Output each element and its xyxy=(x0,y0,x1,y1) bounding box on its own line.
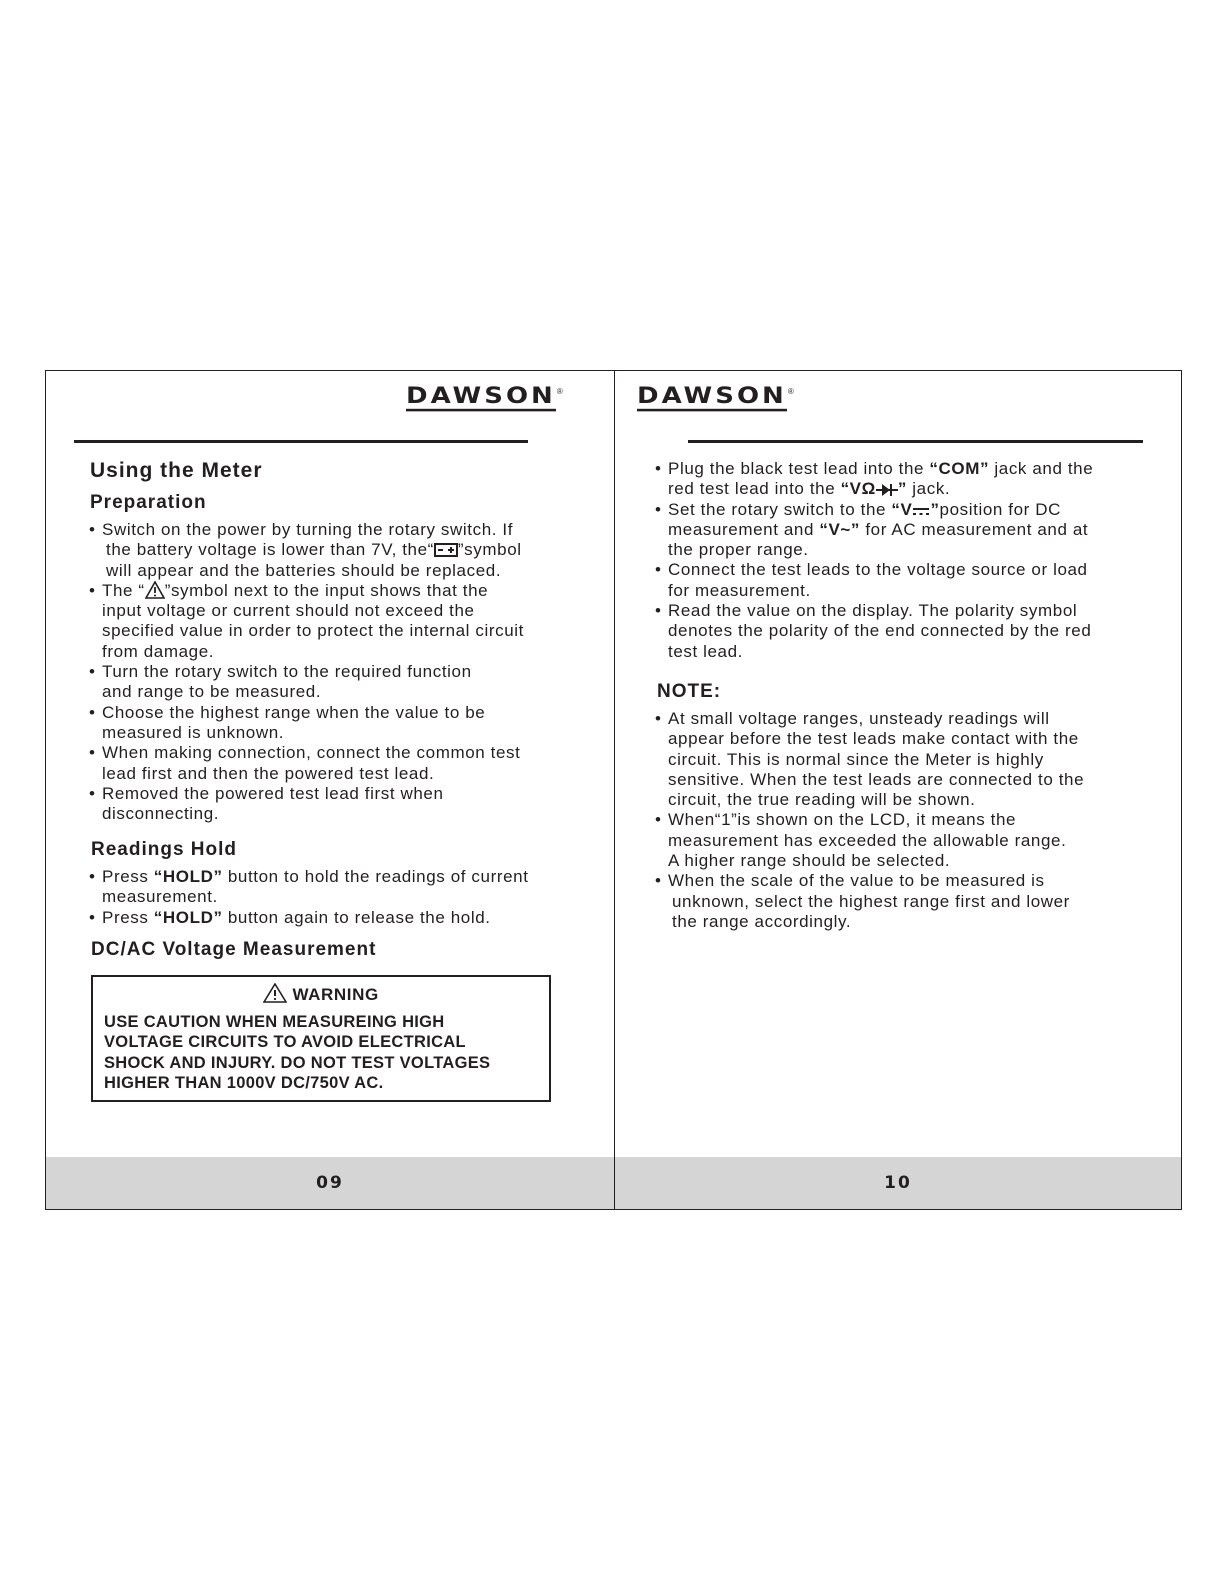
manual-spread xyxy=(45,370,1182,1210)
section-heading-readings-hold: Readings Hold xyxy=(91,839,238,860)
brand-name: DAWSON xyxy=(637,385,787,411)
dc-symbol-icon xyxy=(912,504,930,518)
list-item: • The “ ”symbol next to the input shows that the input voltage or current should not exceed the specified value in order to protect the internal circuit from damage. xyxy=(89,581,589,662)
registered-mark: ® xyxy=(556,387,563,396)
registered-mark: ® xyxy=(787,387,794,396)
measurement-steps-list xyxy=(655,459,1175,662)
page-09 xyxy=(46,371,615,1209)
list-item: • At small voltage ranges, unsteady readings will appear before the test leads make contact with the circuit. This is normal since the Meter is highly sensitive. When the test leads are connected to the circuit, the true reading will be shown. xyxy=(655,709,1175,810)
list-item: • Set the rotary switch to the “V ”position for DC measurement and “V~” for AC measurement and at the proper range. xyxy=(655,500,1175,561)
list-item: • Read the value on the display. The polarity symbol denotes the polarity of the end connected by the red test lead. xyxy=(655,601,1175,662)
header-rule xyxy=(688,440,1143,443)
warning-box xyxy=(91,975,551,1102)
page-number: 10 xyxy=(884,1173,912,1193)
list-item: • When“1”is shown on the LCD, it means the measurement has exceeded the allowable range. A higher range should be selected. xyxy=(655,810,1175,871)
warning-text: USE CAUTION WHEN MEASUREING HIGH VOLTAGE CIRCUITS TO AVOID ELECTRICAL SHOCK AND INJURY. DO NOT TEST VOLTAGES HIGHER THAN 1000V DC/750V AC. xyxy=(104,1013,491,1092)
list-item: • Press “HOLD” button again to release the hold. xyxy=(89,908,599,928)
page-footer xyxy=(615,1157,1181,1209)
brand-logo xyxy=(406,385,563,416)
diode-icon xyxy=(876,483,898,497)
warning-triangle-icon xyxy=(263,983,287,1003)
note-list xyxy=(655,709,1175,932)
readings-hold-list xyxy=(89,867,599,928)
list-item: • Press “HOLD” button to hold the readings of current measurement. xyxy=(89,867,599,908)
brand-name: DAWSON xyxy=(406,385,556,411)
list-item: • Switch on the power by turning the rotary switch. If the battery voltage is lower than 7V, the“ ”symbol will appear and the batteries should be replaced. xyxy=(89,520,589,581)
section-heading-preparation: Preparation xyxy=(90,492,207,513)
header-rule xyxy=(74,440,528,443)
list-item: • When the scale of the value to be measured is unknown, select the highest range first and lower the range accordingly. xyxy=(655,871,1175,932)
list-item: • Removed the powered test lead first when disconnecting. xyxy=(89,784,589,825)
preparation-list xyxy=(89,520,589,824)
section-heading-voltage: DC/AC Voltage Measurement xyxy=(91,939,377,960)
section-heading-note: NOTE: xyxy=(657,681,722,702)
warning-title: WARNING xyxy=(292,985,379,1004)
page-footer xyxy=(46,1157,614,1209)
warning-header xyxy=(93,983,549,1005)
list-item: • Plug the black test lead into the “COM” jack and the red test lead into the “VΩ ” jack. xyxy=(655,459,1175,500)
list-item: • When making connection, connect the common test lead first and then the powered test lead. xyxy=(89,743,589,784)
battery-icon xyxy=(434,542,458,558)
page-number: 09 xyxy=(316,1173,344,1193)
warning-triangle-icon xyxy=(145,581,165,599)
page-10 xyxy=(615,371,1181,1209)
list-item: • Turn the rotary switch to the required function and range to be measured. xyxy=(89,662,589,703)
page-title: Using the Meter xyxy=(90,459,263,482)
brand-logo xyxy=(637,385,794,416)
list-item: • Choose the highest range when the value to be measured is unknown. xyxy=(89,703,589,744)
list-item: • Connect the test leads to the voltage source or load for measurement. xyxy=(655,560,1175,601)
